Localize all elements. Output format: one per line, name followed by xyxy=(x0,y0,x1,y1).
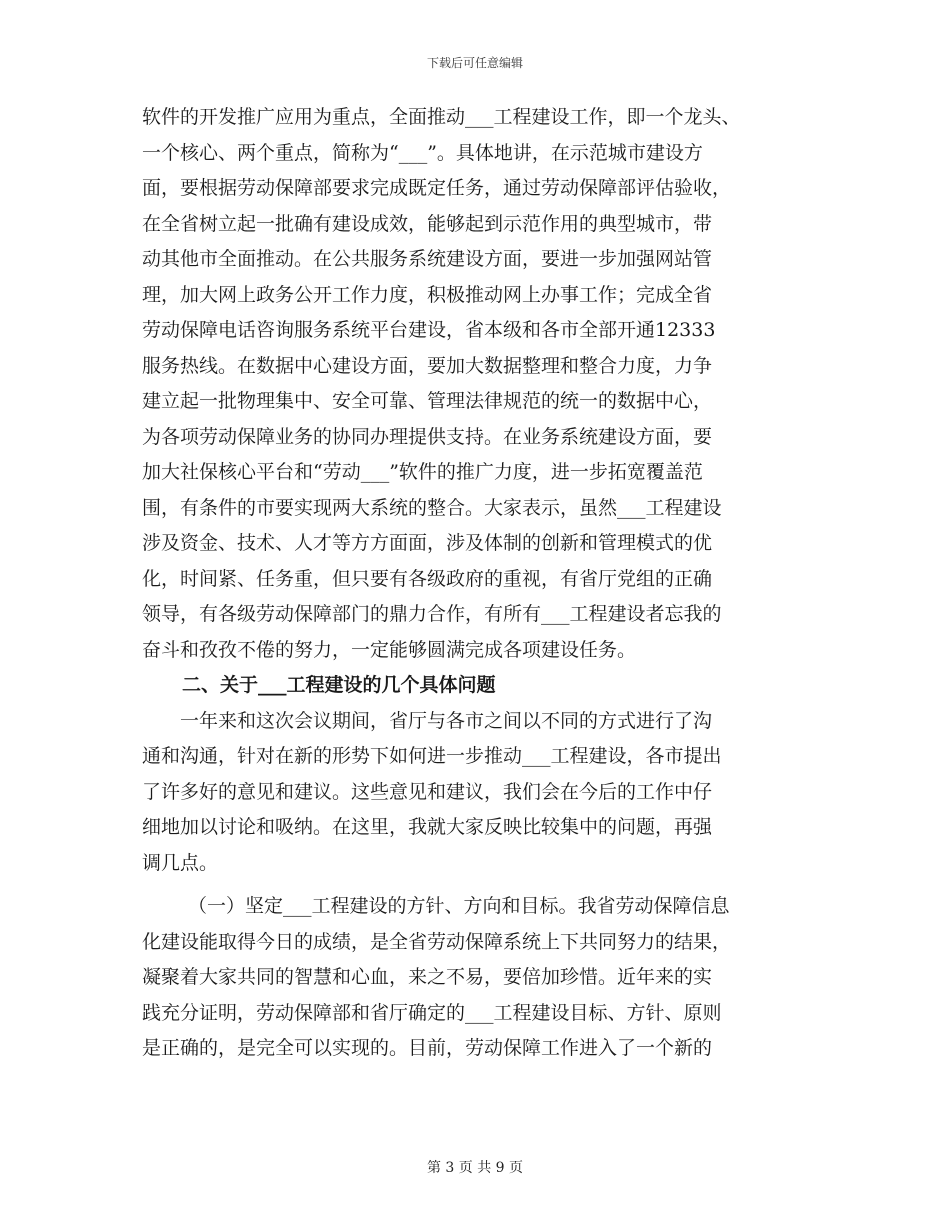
section-heading: 二、关于___工程建设的几个具体问题 xyxy=(182,674,496,696)
paragraph-1 xyxy=(142,100,810,668)
text-line: 加大社保核心平台和“劳动___”软件的推广力度，进一步拓宽覆盖范 xyxy=(142,461,703,483)
paragraph-2 xyxy=(142,704,810,882)
text-line: 践充分证明，劳动保障部和省厅确定的___工程建设目标、方针、原则 xyxy=(142,1001,722,1024)
text-line: 细地加以讨论和吸纳。在这里，我就大家反映比较集中的问题，再强 xyxy=(142,816,713,838)
text-line: 化，时间紧、任务重，但只要有各级政府的重视，有省厅党组的正确 xyxy=(142,567,713,590)
text-line: 一个核心、两个重点，简称为“___”。具体地讲，在示范城市建设方 xyxy=(142,141,703,164)
text-line: 围，有条件的市要实现两大系统的整合。大家表示，虽然___工程建设 xyxy=(142,496,722,519)
text-line: 化建设能取得今日的成绩，是全省劳动保障系统上下共同努力的结果， xyxy=(142,930,732,953)
text-line: 软件的开发推广应用为重点，全面推动___工程建设工作，即一个龙头、 xyxy=(142,106,741,128)
text-line: （一）坚定___工程建设的方针、方向和目标。我省劳动保障信息 xyxy=(188,895,730,917)
text-line: 是正确的，是完全可以实现的。目前，劳动保障工作进入了一个新的 xyxy=(142,1037,713,1059)
page-footer: 第 3 页 共 9 页 xyxy=(426,1160,524,1176)
text-line: 理，加大网上政务公开工作力度，积极推动网上办事工作；完成全省 xyxy=(142,283,713,306)
text-line: 凝聚着大家共同的智慧和心血，来之不易，要倍加珍惜。近年来的实 xyxy=(142,966,713,988)
text-line: 奋斗和孜孜不倦的努力，一定能够圆满完成各项建设任务。 xyxy=(142,638,637,661)
text-line: 劳动保障电话咨询服务系统平台建设，省本级和各市全部开通12333 xyxy=(142,319,716,341)
text-line: 建立起一批物理集中、安全可靠、管理法律规范的统一的数据中心， xyxy=(142,390,713,412)
paragraph-3 xyxy=(142,889,810,1067)
text-line: 为各项劳动保障业务的协同办理提供支持。在业务系统建设方面，要 xyxy=(142,425,713,448)
page-header: 下载后可任意编辑 xyxy=(426,56,523,70)
text-line: 动其他市全面推动。在公共服务系统建设方面，要进一步加强网站管 xyxy=(142,248,713,270)
document-body xyxy=(142,100,810,1067)
text-line: 调几点。 xyxy=(142,851,219,874)
text-line: 领导，有各级劳动保障部门的鼎力合作，有所有___工程建设者忘我的 xyxy=(142,603,722,625)
text-line: 涉及资金、技术、人才等方方面面，涉及体制的创新和管理模式的优 xyxy=(142,532,713,554)
text-line: 在全省树立起一批确有建设成效，能够起到示范作用的典型城市，带 xyxy=(142,212,713,235)
paragraph-spacer xyxy=(142,881,810,889)
text-line: 面，要根据劳动保障部要求完成既定任务，通过劳动保障部评估验收， xyxy=(142,177,732,199)
text-line: 通和沟通，针对在新的形势下如何进一步推动___工程建设，各市提出 xyxy=(142,745,722,767)
text-line: 了许多好的意见和建议。这些意见和建议，我们会在今后的工作中仔 xyxy=(142,780,713,803)
text-line: 服务热线。在数据中心建设方面，要加大数据整理和整合力度，力争 xyxy=(142,354,713,377)
text-line: 一年来和这次会议期间，省厅与各市之间以不同的方式进行了沟 xyxy=(180,709,713,732)
